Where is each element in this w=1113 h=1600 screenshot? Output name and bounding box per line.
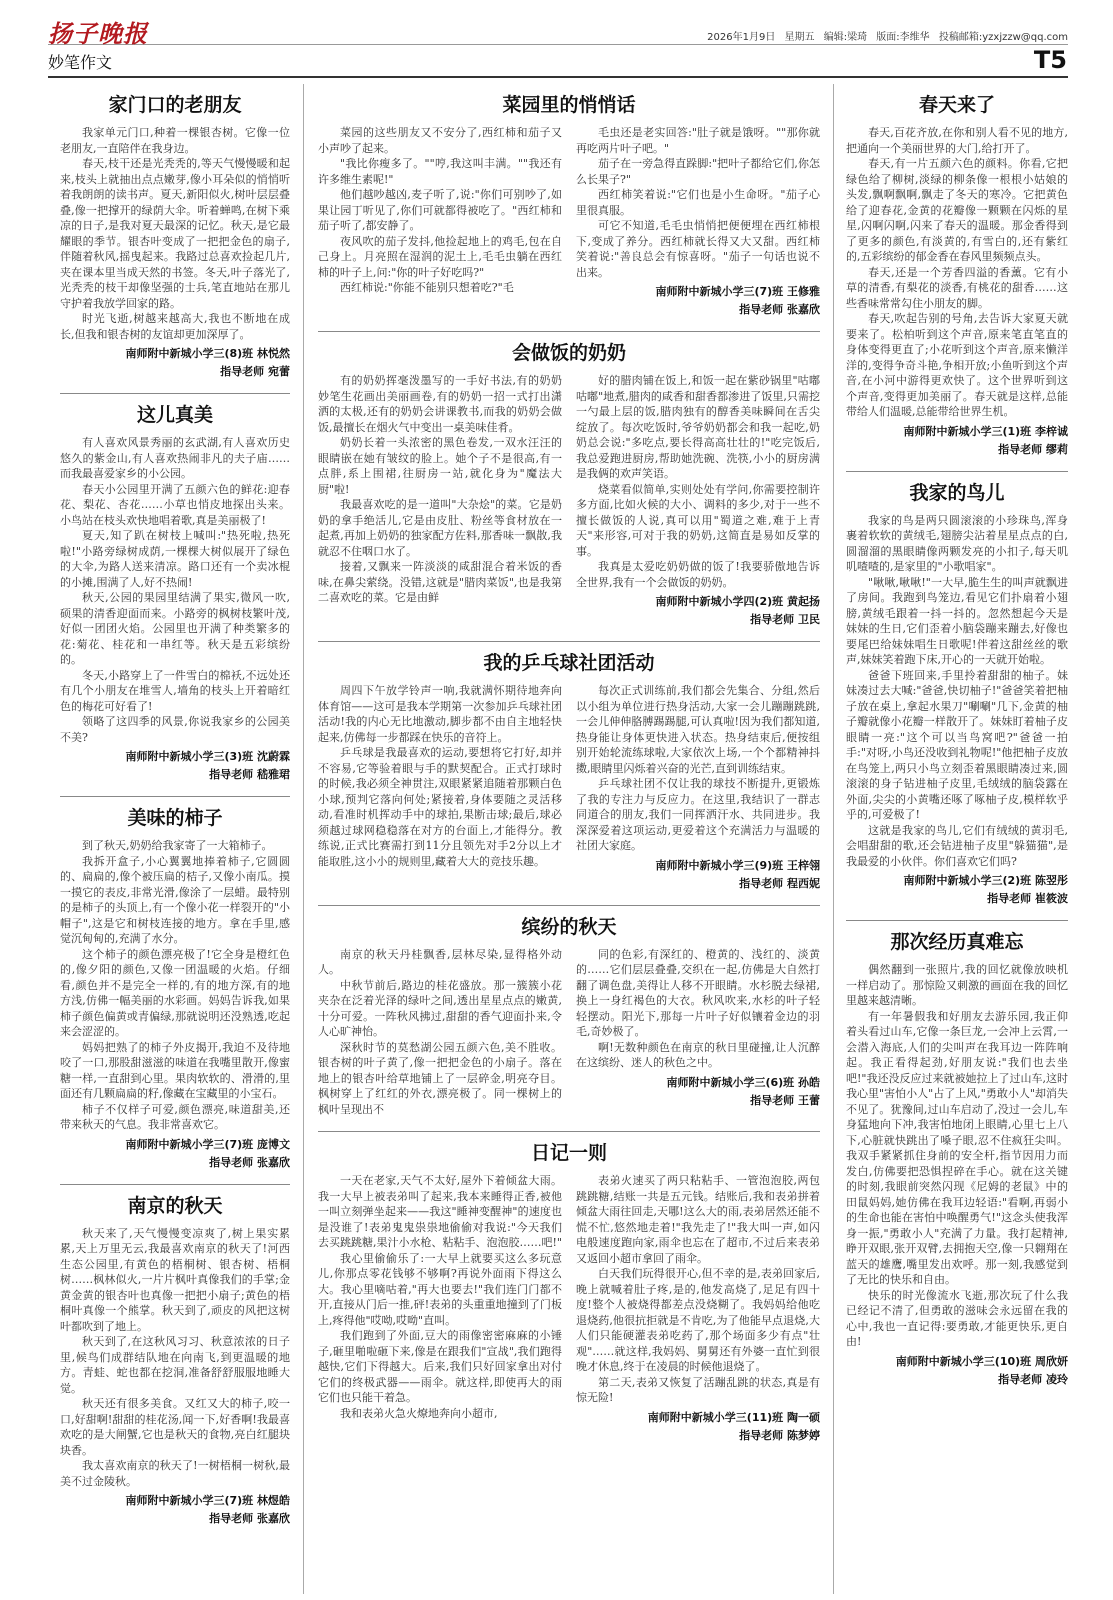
article-paragraph: 秋天还有很多美食。又红又大的柿子,咬一口,好甜啊!甜甜的桂花汤,闻一下,好香啊!我最喜欢吃的是大闸蟹,它也是秋天的食物,亮白红腿块块香。	[60, 1397, 290, 1457]
article-title: 会做饭的奶奶	[511, 342, 626, 364]
article-paragraph: 我最喜欢吃的是一道叫"大杂烩"的菜。它是奶奶的拿手绝活儿,它是由皮肚、粉丝等食材放在一起煮,再加上奶奶的独家配方佐料,那香味一飘散,我就忍不住咽口水了。	[318, 498, 562, 558]
article-separator	[846, 471, 1068, 472]
article-paragraph: 毛虫还是老实回答:"肚子就是饿呀。""那你就再吃两片叶子吧。"	[576, 126, 820, 155]
article-title: 我家的鸟儿	[909, 481, 1005, 504]
article-paragraph: 我家单元门口,种着一棵银杏树。它像一位老朋友,一直陪伴在我身边。	[60, 126, 290, 155]
article-paragraph: 快乐的时光像流水飞逝,那次玩了什么我已经记不清了,但勇敢的滋味会永远留在我的心中,我也一直记得:要勇敢,才能更快乐,更自由!	[846, 1288, 1068, 1348]
article-paragraph: 我和表弟火急火燎地奔向小超市,	[340, 1406, 498, 1420]
article-paragraph: 每次正式训练前,我们都会先集合、分组,然后以小组为单位进行热身活动,大家一会儿蹦蹦跳跳,一会儿伸伸胳膊踢踢腿,可认真啦!因为我们都知道,热身能让身体更快进入状态。热身结束后,便按组别开始轮流练球啦,大家依次上场,一个个都精神抖擞,眼睛里闪烁着兴奋的光芒,直到训练结束。	[576, 684, 820, 775]
article-paragraph: 这就是我家的鸟儿,它们有绒绒的黄羽毛,会唱甜甜的歌,还会钻进柚子皮里"躲猫猫",是我最爱的小伙伴。你们喜欢它们吗?	[846, 823, 1068, 868]
author-school: 南师附中新城小学三(7)班 王修雅	[655, 285, 820, 298]
author-teacher: 指导老师 嵇雅珺	[209, 768, 290, 781]
article-paragraph: 春天,有一片五颜六色的颜料。你看,它把绿色给了柳树,淡绿的柳条像一根根小姑娘的头发,飘啊飘啊,飘走了冬天的寒冷。它把黄色给了迎春花,金黄的花瓣像一颗颗在闪烁的星星,闪啊闪啊,闪来了春天的温暖。那金香得到了更多的颜色,有淡黄的,有雪白的,还有紫红的,五彩缤纷的郁金香在春风里频频点头。	[846, 157, 1068, 263]
article-title: 春天来了	[918, 94, 995, 116]
article-paragraph: 啊!无数种颜色在南京的秋日里碰撞,让人沉醉在这缤纷、迷人的秋色之中。	[576, 1040, 820, 1069]
author-school: 南师附中新城小学三(1)班 李梓诚	[903, 424, 1068, 438]
article-right-column	[576, 125, 820, 317]
author-teacher: 指导老师 张嘉欣	[209, 1155, 290, 1169]
author-teacher: 指导老师 宛蕾	[220, 365, 290, 378]
article-left-column	[318, 373, 562, 627]
article-paragraph: 西红柿说:"你能不能别只想着吃?"毛	[340, 281, 514, 294]
article-paragraph: 乒乓球社团不仅让我的球技不断提升,更锻炼了我的专注力与反应力。在这里,我结识了一群志同道合的朋友,我们一同挥洒汗水、共同进步。我深深爱着这项运动,更爱着这个充满活力与温暖的社团大家庭。	[576, 777, 820, 852]
article	[60, 803, 290, 1170]
article-title: 美味的柿子	[127, 807, 223, 829]
author-teacher: 指导老师 张嘉欣	[739, 303, 820, 316]
issue-meta	[701, 28, 1068, 43]
article-paragraph: 可它不知道,毛毛虫悄悄把便便埋在西红柿根下,变成了养分。西红柿就长得又大又甜。西红柿笑着说:"善良总会有惊喜呀。"茄子一句话也说不出来。	[576, 219, 820, 279]
article-paragraph: 周四下午放学铃声一响,我就满怀期待地奔向体育馆——这可是我本学期第一次参加乒乓球社团活动!我的内心无比地激动,脚步都不由自主地轻快起来,仿佛每一步都踩在快乐的音符上。	[318, 684, 562, 744]
article-body	[318, 683, 820, 891]
author-school: 南师附中新城小学三(2)班 陈翌彤	[903, 874, 1068, 887]
article-paragraph: 西红柿笑着说:"它们也是小生命呀。"茄子心里很真服。	[576, 188, 820, 217]
article-paragraph: 我拆开盒子,小心翼翼地捧着柿子,它圆圆的、扁扁的,像个被压扁的桔子,又像小南瓜。摸一摸它的表皮,非常光滑,像涂了一层蜡。最特别的是柿子的头顶上,有一个像小花一样裂开的"小帽子",这是它和树枝连接的地方。拿在手里,感觉沉甸甸的,充满了水分。	[60, 854, 290, 945]
article	[846, 90, 1068, 457]
author-school: 南师附中新城小学三(11)班 陶一硕	[647, 1410, 820, 1424]
column-divider	[833, 84, 834, 1594]
article-body	[318, 1173, 820, 1443]
article	[60, 1191, 290, 1527]
newspaper-logo: 扬子晚报	[48, 19, 148, 48]
author-teacher: 指导老师 陈梦婷	[739, 1428, 820, 1442]
article-paragraph: 春天,还是一个芳香四溢的香薰。它有小草的清香,有梨花的淡香,有桃花的甜香……这些香味常常勾住小朋友的脚。	[846, 265, 1068, 310]
article-paragraph: 柿子不仅样子可爱,颜色漂亮,味道甜美,还带来秋天的气息。我非常喜欢它。	[60, 1102, 290, 1131]
author-teacher: 指导老师 张嘉欣	[209, 1512, 290, 1525]
column-divider	[303, 84, 304, 1594]
article-left-column	[318, 1173, 562, 1443]
article-separator	[846, 920, 1068, 921]
author-school: 南师附中新城小学四(2)班 黄起扬	[655, 595, 820, 608]
article-body	[318, 373, 820, 627]
article-paragraph: 春天,百花齐放,在你和别人看不见的地方,把通向一个美丽世界的大门,给打开了。	[846, 126, 1068, 155]
author-school: 南师附中新城小学三(10)班 周欣妍	[895, 1354, 1068, 1368]
article-right-column	[576, 373, 820, 627]
author-school: 南师附中新城小学三(7)班 庞博文	[125, 1137, 290, 1151]
article-paragraph: 夜风吹的茄子发抖,他捡起地上的鸡毛,包在自己身上。月亮照在湿润的泥土上,毛毛虫躺在西红柿的叶子上,问:"你的叶子好吃吗?"	[318, 234, 562, 279]
article-title: 我的乒乓球社团活动	[483, 652, 655, 674]
author-teacher: 指导老师 缪莉	[998, 442, 1068, 456]
article	[846, 478, 1068, 907]
article-paragraph: 有人喜欢风景秀丽的玄武湖,有人喜欢历史悠久的紫金山,有人喜欢热闹非凡的夫子庙……而我最喜爱家乡的小公园。	[60, 436, 290, 480]
article-paragraph: 奶奶长着一头浓密的黑色卷发,一双水汪汪的眼睛嵌在她有皱纹的脸上。她个子不是很高,有一点胖,系上围裙,往厨房一站,就化身为"魔法大厨"啦!	[318, 436, 562, 496]
article-separator	[318, 331, 820, 332]
article-left-column	[318, 947, 562, 1118]
article-paragraph: 中秋节前后,路边的桂花盛放。那一簇簇小花夹杂在泛着光泽的绿叶之间,透出星星点点的嫩黄,十分可爱。一阵秋风拂过,甜甜的香气迎面扑来,令人心旷神怡。	[318, 978, 562, 1038]
article-paragraph: 秋天来了,天气慢慢变凉爽了,树上果实累累,天上万里无云,我最喜欢南京的秋天了!河西生态公园里,有黄色的梧桐树、银杏树、梧桐树……枫林似火,一片片枫叶真像我们的手掌;金黄金黄的银杏叶也真像一把把小扇子;黄色的梧桐叶真像一个熊掌。秋天到了,顽皮的风把这树叶都吹到了地上。	[60, 1226, 290, 1333]
article-paragraph: 我真是太爱吃奶奶做的饭了!我要骄傲地告诉全世界,我有一个会做饭的奶奶。	[576, 560, 820, 589]
issue-date: 2026年1月9日	[707, 32, 776, 43]
article	[318, 648, 820, 891]
article-paragraph: 秋天到了,在这秋风习习、秋意浓浓的日子里,候鸟们成群结队地在向南飞,到更温暖的地方。青蛙、蛇也都在挖洞,准备舒舒服服地睡大觉。	[60, 1335, 290, 1395]
article-title: 这儿真美	[136, 404, 213, 426]
article-paragraph: 菜园的这些朋友又不安分了,西红柿和茄子又小声吵了起来。	[318, 126, 562, 155]
article-paragraph: 我心里偷偷乐了:一大早上就要买这么多玩意儿,你那点零花钱够不够啊?再说外面雨下得这么大。我心里嘀咕着,"再大也要去!"我们连门门都不开,直接从门后一推,砰!表弟的头重重地撞到了门板上,疼得他"哎呦,哎呦"直叫。	[318, 1251, 562, 1327]
article-left-column	[318, 125, 562, 317]
article-paragraph: 春天,吹起告别的号角,去告诉大家夏天就要来了。松柏听到这个声音,原来笔直笔直的身体变得更直了;小花听到这个声音,原来懒洋洋的,变得争奇斗艳,争相开放;小鱼听到这个声音,在小河中游得更欢快了。这个世界听到这个声音,变得更加美丽了。春天就是这样,总能带给人们温暖,总能带给世界生机。	[846, 312, 1068, 418]
article-paragraph: 春天,枝干还是光秃秃的,等天气慢慢暖和起来,枝头上就抽出点点嫩芽,像小耳朵似的悄悄听着我朗朗的读书声。夏天,新阳似火,树叶层层叠叠,像一把撑开的绿荫大伞。听着蝉鸣,在树下乘凉的日子,是我对夏天最深的记忆。秋天,是它最耀眼的季节。银杏叶变成了一把把金色的扇子,伴随着秋风,摇曳起来。我路过总喜欢捡起几片,夹在课本里当成天然的书签。冬天,叶子落光了,光秃秃的枝干却像坚强的士兵,笔直地站在那儿守护着我放学回家的路。	[60, 157, 290, 310]
article-paragraph: 烧菜看似简单,实则处处有学问,你需要控制许多方面,比如火候的大小、调料的多少,对于一些不擅长做饭的人说,真可以用"蜀道之难,难于上青天"来形容,可对于我的奶奶,这简直是易如反掌的事。	[576, 482, 820, 558]
article-paragraph: 我家的鸟是两只圆滚滚的小珍珠鸟,浑身裹着软软的黄绒毛,翅膀尖沾着星星点点的白,圆溜溜的黑眼睛像两颗发亮的小扣子,每天叽叽喳喳的,是家里的"小歌唱家"。	[846, 513, 1068, 573]
author-school: 南师附中新城小学三(6)班 孙皓	[666, 1075, 820, 1089]
article-paragraph: 白天我们玩得很开心,但不幸的是,表弟回家后,晚上就喊着肚子疼,是的,他发高烧了,足足有四十度!整个人被烧得都差点没烧糊了。我妈妈给他吃退烧药,他很抗拒就是不肯吃,为了他能早点退烧,大人们只能硬灌表弟吃药了,那个场面多少有点"壮观"……就这样,我妈妈、舅舅还有外婆一直忙到很晚才休息,终于在凌晨的时候他退烧了。	[576, 1267, 820, 1373]
article-paragraph: 冬天,小路穿上了一件雪白的棉袄,不远处还有几个小朋友在堆雪人,墙角的枝头上开着暗红色的梅花可好看了!	[60, 668, 290, 713]
article	[318, 90, 820, 317]
article-paragraph: 有一年暑假我和好朋友去游乐园,我正仰着头看过山车,它像一条巨龙,一会冲上云霄,一会潜入海底,人们的尖叫声在我耳边一阵阵响起。我正看得起劲,好朋友说:"我们也去坐吧!"我还没反应过来就被她拉上了过山车,这时我心里"害怕小人"占了上风,"勇敢小人"却消失不见了。犹豫间,过山车启动了,没过一会儿,车身猛地向下冲,我害怕地闭上眼睛,心里七上八下,心脏就快跳出了嗓子眼,忍不住疯狂尖叫。我双手紧紧抓住身前的安全杆,指节因用力而发白,仿佛要把恐惧捏碎在手心。就在这关键的时刻,我眼前突然闪现《尼姆的老鼠》中的田鼠妈妈,她仿佛在我耳边轻语:"看啊,再弱小的生命也能在害怕中唤醒勇气!"这念头使我浑身一振,"勇敢小人"充满了力量。我打起精神,睁开双眼,张开双臂,去拥抱天空,像一只翱翔在蓝天的雄鹰,嘴里发出欢呼。那一刻,我感觉到了无比的快乐和自由。	[846, 1009, 1068, 1286]
article-paragraph: "啾啾,啾啾!"一大早,脆生生的叫声就飘进了房间。我跑到鸟笼边,看见它们扑扇着小翅膀,黄绒毛跟着一抖一抖的。忽然想起今天是妹妹的生日,它们歪着小脑袋蹦来蹦去,好像也要尾巴给妹妹唱生日歌呢!伴着这甜丝丝的歌声,妹妹笑着跑下床,开心的一天就开始啦。	[846, 575, 1068, 666]
column-right	[846, 84, 1068, 1401]
article	[318, 1138, 820, 1443]
article-title: 日记一则	[530, 1142, 607, 1164]
article-paragraph: 爸爸下班回来,手里拎着甜甜的柚子。妹妹凑过去大喊:"爸爸,快切柚子!"爸爸笑着把柚子放在桌上,拿起水果刀"唰唰"几下,金黄的柚子瓣就像小花瓣一样散开了。妹妹盯着柚子皮眼睛一亮:"这个可以当鸟窝吧?"爸爸一拍手:"对呀,小鸟还没收到礼物呢!"他把柚子皮放在鸟笼上,两只小鸟立刻歪着黑眼睛凑过来,圆滚滚的身子钻进柚子皮里,毛绒绒的脑袋露在外面,尖尖的小黄嘴还啄了啄柚子皮,模样软乎乎的,可爱极了!	[846, 668, 1068, 821]
article-separator	[60, 393, 290, 394]
author-school: 南师附中新城小学三(8)班 林悦然	[125, 347, 290, 360]
article-paragraph: 他们越吵越凶,麦子听了,说:"你们可别吵了,如果让园丁听见了,你们可就都得被吃了。"西红柿和茄子听了,都安静了。	[318, 188, 562, 232]
masthead	[48, 14, 1068, 48]
section-title: 妙笔作文	[48, 53, 113, 72]
article-title: 南京的秋天	[127, 1194, 223, 1217]
author-school: 南师附中新城小学三(9)班 王梓翎	[655, 858, 820, 872]
article-paragraph: 接着,又飘来一阵淡淡的咸甜混合着米饭的香味,在鼻尖萦绕。没错,这就是"腊肉菜饭",也是我第二喜欢吃的菜。它是由鲜	[318, 560, 562, 604]
column-middle	[318, 84, 820, 1457]
header-rule	[48, 76, 1068, 78]
article-paragraph: "我比你瘦多了。""哼,我这叫丰满。""我还有许多维生素呢!"	[318, 157, 562, 186]
issue-editor: 编辑:梁琦	[823, 32, 868, 43]
article-separator	[60, 1184, 290, 1185]
article-paragraph: 春天小公园里开满了五颜六色的鲜花:迎春花、梨花、杏花……小草也悄皮地探出头来。小鸟站在枝头欢快地唱着歌,真是美丽极了!	[60, 482, 290, 527]
article-left-column	[318, 683, 562, 891]
article-right-column	[576, 947, 820, 1118]
author-teacher: 指导老师 卫民	[750, 613, 820, 626]
article	[846, 927, 1068, 1387]
article	[60, 400, 290, 782]
article	[318, 912, 820, 1118]
article-paragraph: 同的色彩,有深红的、橙黄的、浅红的、淡黄的……它们层层叠叠,交织在一起,仿佛是大自然打翻了调色盘,美得让人移不开眼睛。水杉脱去绿裙,换上一身红褐色的大衣。秋风吹来,水杉的叶子轻轻摆动。阳光下,那每一片叶子好似镶着金边的羽毛,奇妙极了。	[576, 947, 820, 1038]
article-body	[318, 125, 820, 317]
article-paragraph: 第二天,表弟又恢复了活蹦乱跳的状态,真是有惊无险!	[576, 1375, 820, 1404]
article-paragraph: 有的奶奶挥毫泼墨写的一手好书法,有的奶奶妙笔生花画出美丽画卷,有的奶奶一招一式打出潇洒的太极,还有的奶奶会讲课教书,而我的奶奶会做饭,最擅长在烟火气中变出一桌美味佳肴。	[318, 374, 562, 434]
article-separator	[318, 641, 820, 642]
article-title: 家门口的老朋友	[108, 94, 242, 116]
article-paragraph: 我太喜欢南京的秋天了!一树梧桐一树秋,最美不过金陵秋。	[60, 1459, 290, 1488]
article-paragraph: 一天在老家,天气不太好,屋外下着倾盆大雨。我一大早上被表弟叫了起来,我本来睡得正香,被他一叫立刻弹坐起来——我这"睡神变醒神"的速度也是没谁了!表弟鬼鬼祟祟地偷偷对我说:"今天我们去买跳跳糖,果汁小水枪、粘粘手、泡泡胶……吧!"	[318, 1174, 562, 1249]
author-teacher: 指导老师 程西妮	[739, 876, 820, 890]
article-paragraph: 深秋时节的莫愁湖公园五颜六色,美不胜收。银杏树的叶子黄了,像一把把金色的小扇子。落在地上的银杏叶给草地铺上了一层碎金,明亮夺目。枫树穿上了红红的外衣,漂亮极了。同一棵树上的枫叶呈现出不	[318, 1040, 562, 1116]
article-paragraph: 表弟火速买了两只粘粘手、一管泡泡胶,两包跳跳糖,结账一共是五元钱。结账后,我和表弟拼着倾盆大雨往回走,天哪!这么大的雨,表弟居然还能不慌不忙,悠然地走着!"我先走了!"我大叫一声,如闪电般速度跑向家,雨伞也忘在了超市,不过后来表弟又返回小超市拿回了雨伞。	[576, 1174, 820, 1265]
issue-layout: 版面:李维华	[876, 32, 930, 43]
author-teacher: 指导老师 凌玲	[998, 1372, 1068, 1386]
article-paragraph: 领略了这四季的风景,你说我家乡的公园美不美?	[60, 715, 290, 744]
article-paragraph: 南京的秋天丹桂飘香,层林尽染,显得格外动人。	[318, 947, 562, 976]
article-paragraph: 我们跑到了外面,豆大的雨像密密麻麻的小锤子,砸里啪啦砸下来,像是在跟我们"宣战",我们跑得越快,它们下得越大。后来,我们只好回家拿出对付它们的终极武器——雨伞。就这样,即使再大的雨它们也只能干着急。	[318, 1329, 562, 1404]
article-paragraph: 好的腊肉铺在饭上,和饭一起在紫砂锅里"咕嘟咕嘟"地煮,腊肉的咸香和甜香都渗进了饭里,只需挖一勺最上层的饭,腊肉独有的醇香美味瞬间在舌尖绽放了。每次吃饭时,爷爷奶奶都会和我一起吃,奶奶总会说:"多吃点,要长得高高壮壮的!"吃完饭后,我总爱跑进厨房,帮助她洗碗、洗筷,小小的厨房满是我俩的欢声笑语。	[576, 374, 820, 480]
article-separator	[318, 1131, 820, 1132]
article-separator	[60, 796, 290, 797]
article	[318, 338, 820, 627]
article	[60, 90, 290, 379]
page-number: T5	[1033, 46, 1067, 74]
author-school: 南师附中新城小学三(3)班 沈蔚霖	[125, 750, 290, 763]
author-teacher: 指导老师 崔筱波	[987, 892, 1068, 905]
article-title: 缤纷的秋天	[521, 915, 617, 938]
column-left	[60, 84, 290, 1540]
author-teacher: 指导老师 王蕾	[750, 1093, 820, 1107]
issue-email: 投稿邮箱:yzxjzzw@qq.com	[938, 32, 1068, 43]
article-paragraph: 这个柿子的颜色漂亮极了!它全身是橙红色的,像夕阳的颜色,又像一团温暖的火焰。仔细看,颜色并不是完全一样的,有的地方深,有的地方浅,仿佛一幅美丽的水彩画。妈妈告诉我,如果柿子颜色偏黄或青偏绿,那就说明还没熟透,吃起来会涩涩的。	[60, 947, 290, 1038]
article-paragraph: 偶然翻到一张照片,我的回忆就像放映机一样启动了。那惊险又刺激的画面在我的回忆里越来越清晰。	[846, 963, 1068, 1007]
article-separator	[318, 905, 820, 906]
article-paragraph: 秋天,公园的果园里结满了果实,微风一吹,硕果的清香迎面而来。小路旁的枫树枝繁叶茂,好似一团团火焰。公园里也开满了种类繁多的花:菊花、桂花和一串红等。秋天是五彩缤纷的。	[60, 591, 290, 666]
article-paragraph: 乒乓球是我最喜欢的运动,要想将它打好,却并不容易,它等验着眼与手的默契配合。正式打球时的时候,我必须全神贯注,双眼紧紧追随着那颗白色小球,预判它落向何处;紧接着,身体要随之灵活移动,看准时机挥动手中的球拍,果断击球;最后,球必须越过球网稳稳落在对方的台面上,才能得分。教练说,正式比赛需打到11分且领先对手2分以上才能取胜,这小小的规则里,藏着大大的竞技乐趣。	[318, 746, 562, 868]
article-title: 那次经历真难忘	[890, 931, 1024, 953]
article-body	[318, 947, 820, 1118]
article-paragraph: 妈妈把熟了的柿子外皮揭开,我迫不及待地咬了一口,那股甜滋滋的味道在我嘴里散开,像蜜糖一样,一直甜到心里。果肉软软的、滑滑的,里面还有几颗扁扁的籽,像藏在宝藏里的小宝石。	[60, 1040, 290, 1100]
article-paragraph: 夏天,知了趴在树枝上喊叫:"热死啦,热死啦!"小路旁绿树成荫,一棵棵大树似展开了绿色的大伞,为路人送来清凉。路口还有一个卖冰棍的小摊,围满了人,好不热闹!	[60, 529, 290, 589]
article-right-column	[576, 683, 820, 891]
article-paragraph: 茄子在一旁急得直跺脚:"把叶子都给它们,你怎么长果子?"	[576, 157, 820, 186]
article-title: 菜园里的悄悄话	[502, 94, 636, 116]
issue-weekday: 星期五	[784, 32, 815, 43]
author-school: 南师附中新城小学三(7)班 林煜皓	[125, 1494, 290, 1507]
article-right-column	[576, 1173, 820, 1443]
article-paragraph: 时光飞逝,树越来越高大,我也不断地在成长,但我和银杏树的友谊却更加深厚了。	[60, 312, 290, 341]
article-paragraph: 到了秋天,奶奶给我家寄了一大箱柿子。	[82, 839, 273, 852]
